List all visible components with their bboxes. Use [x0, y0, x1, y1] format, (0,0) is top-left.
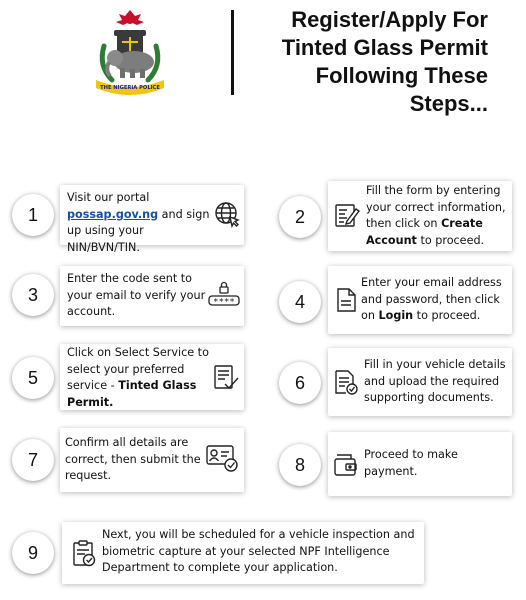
step-4-card — [328, 266, 512, 334]
step-3-text: Enter the code sent to your email to verify your account. — [67, 272, 206, 318]
step-9-number: 9 — [12, 532, 54, 574]
step-3-card — [60, 266, 244, 326]
step-8-text: Proceed to make payment. — [364, 448, 458, 478]
step-6-card — [328, 348, 512, 416]
title-line-3: Following These — [315, 63, 488, 88]
id-card-check-icon — [205, 443, 239, 473]
lock-code-icon — [208, 280, 240, 308]
step-8-number: 8 — [279, 444, 321, 486]
wallet-icon — [332, 450, 360, 478]
step-9-text: Next, you will be scheduled for a vehicle inspection and biometric capture at your selected NPF Intelligence Department to complete your application. — [102, 528, 415, 574]
step-2-text: Fill the form by entering your correct information, then click on Create Account to proceed. — [366, 184, 506, 247]
title-line-2: Tinted Glass Permit — [281, 35, 488, 60]
step-9-card — [62, 522, 424, 584]
step-1-card — [60, 185, 244, 254]
step-5-text: Click on Select Service to select your preferred service - Tinted Glass Permit. — [67, 346, 209, 409]
step-7-card — [60, 428, 244, 492]
step-4-text: Enter your email address and password, then click on Login to proceed. — [361, 276, 502, 322]
page-title — [228, 6, 488, 118]
step-5-card — [60, 344, 244, 410]
portal-link[interactable]: possap.gov.ng — [67, 207, 159, 221]
step-1-text: Visit our portal possap.gov.ng and sign up using your NIN/BVN/TIN. — [67, 191, 210, 254]
title-line-4: Steps... — [409, 91, 488, 116]
step-8-card — [328, 432, 512, 496]
title-line-1: Register/Apply For — [291, 7, 488, 32]
step-1-number: 1 — [12, 194, 54, 236]
step-2-number: 2 — [279, 196, 321, 238]
svg-text:THE NIGERIA POLICE: THE NIGERIA POLICE — [100, 85, 160, 91]
step-2-card — [328, 181, 512, 251]
step-4-number: 4 — [279, 281, 321, 323]
step-6-number: 6 — [279, 362, 321, 404]
document-check-icon — [332, 368, 360, 396]
step-7-number: 7 — [12, 439, 54, 481]
clipboard-check-icon — [70, 539, 98, 567]
step-7-text: Confirm all details are correct, then submit the request. — [65, 436, 201, 482]
step-3-number: 3 — [12, 274, 54, 316]
document-icon — [332, 286, 360, 314]
checklist-icon — [212, 363, 240, 391]
globe-cursor-icon — [213, 200, 241, 228]
edit-form-icon — [333, 201, 361, 229]
step-6-text: Fill in your vehicle details and upload the required supporting documents. — [364, 358, 506, 404]
step-5-number: 5 — [12, 357, 54, 399]
nigeria-police-logo — [84, 6, 176, 98]
svg-text:****: **** — [213, 297, 235, 308]
